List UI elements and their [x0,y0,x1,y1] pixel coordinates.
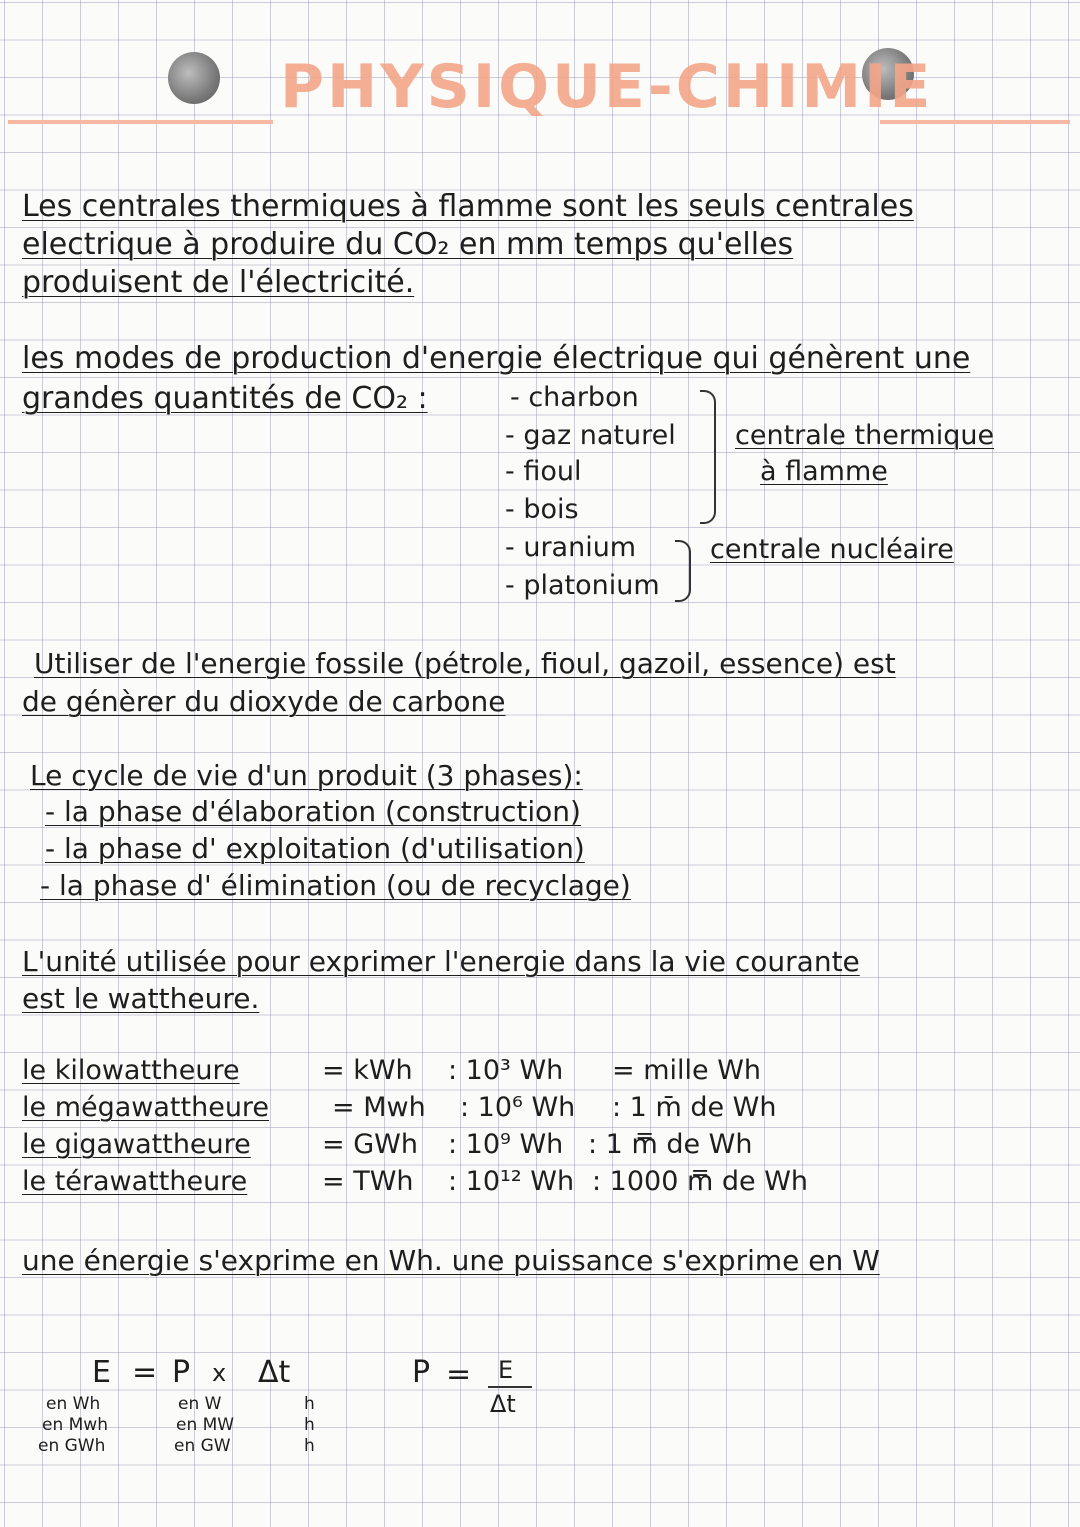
mode-item: - uranium [505,532,637,563]
title-rule-left [8,120,273,124]
fossil-line-2: de génèrer du dioxyde de carbone [22,685,506,718]
formula2-numerator: E [498,1356,514,1384]
mode-item: - fioul [505,456,582,487]
unit-name: le térawattheure [22,1166,248,1197]
unit-name: le gigawattheure [22,1129,251,1160]
unit-eq-symbol: = GWh [322,1129,418,1160]
nuclear-label: centrale nucléaire [710,534,954,565]
nuclear-brace [675,540,691,602]
modes-line-1: les modes de production d'energie électrique qui génèrent une [22,341,971,376]
unit-eq-symbol: = Mwh [332,1092,426,1123]
formula1-e-unit: en Wh [46,1394,101,1414]
unit-eq-words: : 1000 m̿ de Wh [592,1166,808,1197]
mode-item: - platonium [505,570,660,601]
unit-eq-power: : 10³ Wh [448,1055,564,1086]
formula1-equals: = [132,1355,158,1390]
unit-eq-words: : 1 m̿ de Wh [588,1129,753,1160]
mode-item: - gaz naturel [505,420,676,451]
intro-line-3: produisent de l'électricité. [22,265,415,300]
cycle-phase: - la phase d' élimination (ou de recyclage) [40,869,631,902]
fossil-line-1: Utiliser de l'energie fossile (pétrole, fioul, gazoil, essence) est [34,647,896,680]
unit-line-1: L'unité utilisée pour exprimer l'energie dans la vie courante [22,945,860,978]
intro-line-1: Les centrales thermiques à flamme sont les seuls centrales [22,189,914,224]
thermal-label-2: à flamme [760,456,888,487]
unit-eq-power: : 10⁹ Wh [448,1129,564,1160]
formula1-E: E [92,1355,111,1390]
unit-line-2: est le wattheure. [22,982,260,1015]
formula1-P: P [172,1355,191,1390]
binder-hole-left [168,52,220,104]
formula2-equals: = [446,1357,472,1392]
formula1-e-unit: en Mwh [42,1415,108,1435]
formula1-t-unit: h [304,1436,315,1456]
cycle-phase: - la phase d' exploitation (d'utilisation) [45,832,585,865]
formula1-p-unit: en GW [174,1436,231,1456]
formula1-t-unit: h [304,1415,315,1435]
thermal-brace [700,390,716,524]
page-title: PHYSIQUE-CHIMIE [280,52,934,122]
formula2-fraction-bar [488,1386,532,1388]
unit-name: le mégawattheure [22,1092,270,1123]
formula1-dt: Δt [258,1355,291,1390]
unit-eq-words: : 1 m̄ de Wh [612,1092,777,1123]
formula2-P: P [412,1355,431,1390]
formula1-e-unit: en GWh [38,1436,106,1456]
intro-line-2: electrique à produire du CO₂ en mm temps qu'elles [22,227,794,262]
mode-item: - charbon [510,382,639,413]
unit-eq-words: = mille Wh [612,1055,762,1086]
unit-name: le kilowattheure [22,1055,240,1086]
thermal-label-1: centrale thermique [735,420,995,451]
formula1-p-unit: en W [178,1394,222,1414]
cycle-phase: - la phase d'élaboration (construction) [45,795,581,828]
unit-eq-symbol: = TWh [322,1166,414,1197]
formula1-t-unit: h [304,1394,315,1414]
unit-eq-power: : 10⁶ Wh [460,1092,576,1123]
modes-line-2: grandes quantités de CO₂ : [22,381,428,416]
formula1-p-unit: en MW [176,1415,235,1435]
cycle-heading: Le cycle de vie d'un produit (3 phases): [30,759,583,792]
mode-item: - bois [505,494,579,525]
unit-eq-power: : 10¹² Wh [448,1166,575,1197]
formula2-denominator: Δt [490,1390,516,1418]
energy-power-line: une énergie s'exprime en Wh. une puissance s'exprime en W [22,1244,880,1277]
unit-eq-symbol: = kWh [322,1055,413,1086]
formula1-times: x [212,1359,227,1387]
